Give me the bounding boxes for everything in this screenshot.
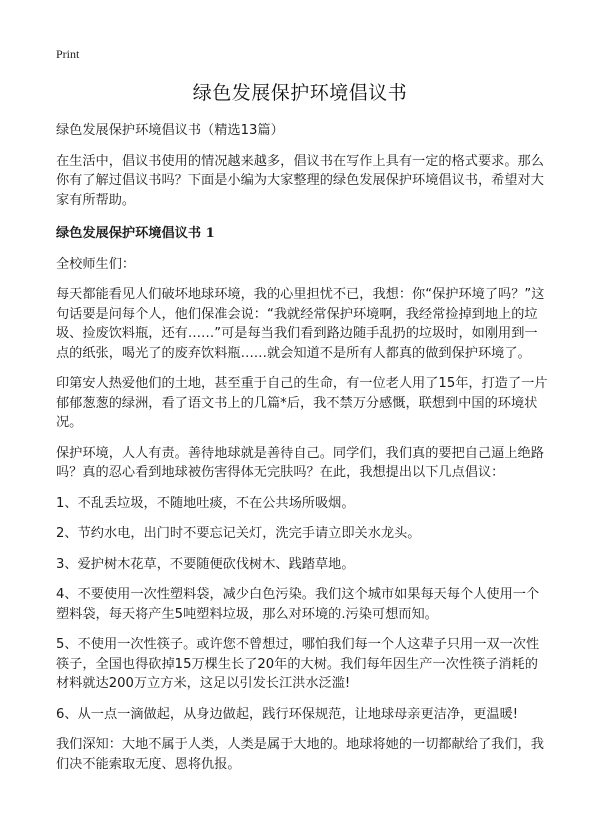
document-subtitle: 绿色发展保护环境倡议书（精选13篇） [56,123,284,138]
proposal-item: 4、不要使用一次性塑料袋，减少白色污染。我们这个城市如果每天每个人使用一个塑料袋，每天将产生5吨塑料垃圾，那么对环境的.污染可想而知。 [56,587,540,622]
body-paragraph: 印第安人热爱他们的土地，甚至重于自己的生命，有一位老人用了15年，打造了一片郁郁葱葱的绿洲，看了语文书上的几篇*后，我不禁万分感慨，联想到中国的环境状况。 [56,376,548,430]
proposal-item: 5、不使用一次性筷子。或许您不曾想过，哪怕我们每一个人这辈子只用一双一次性筷子，全国也得砍掉15万棵生长了20年的大树。我们每年因生产一次性筷子消耗的材料就达200万立方米，这足以引发长江洪水泛滥! [56,637,540,691]
section-heading: 绿色发展保护环境倡议书 1 [56,226,215,241]
salutation: 全校师生们： [56,256,136,272]
proposal-item: 6、从一点一滴做起，从身边做起，践行环保规范，让地球母亲更洁净，更温暖! [56,706,519,722]
intro-paragraph: 在生活中，倡议书使用的情况越来越多，倡议书在写作上具有一定的格式要求。那么你有了解过倡议书吗？下面是小编为大家整理的绿色发展保护环境倡议书，希望对大家有所帮助。 [56,153,544,208]
body-paragraph: 每天都能看见人们破坏地球环境，我的心里担忧不已，我想：你“保护环境了吗？”这句话要是问每个人，他们保准会说：“我就经常保护环境啊，我经常捡掉到地上的垃圾、捡废饮料瓶，还有……”可是每当我们看到路边随手乱扔的垃圾时，如刚用到一点的纸张，喝光了的废弃饮料瓶……就会知道不是所有人都真的做到保护环境了。 [56,287,545,361]
proposal-item: 1、不乱丢垃圾，不随地吐痰，不在公共场所吸烟。 [56,495,355,511]
proposal-item: 2、节约水电，出门时不要忘记关灯，洗完手请立即关水龙头。 [56,526,421,541]
print-link[interactable]: Print [56,47,80,61]
document-title: 绿色发展保护环境倡议书 [192,82,408,104]
body-paragraph: 我们深知：大地不属于人类，人类是属于大地的。地球将她的一切都献给了我们，我们决不能索取无度、恩将仇报。 [56,737,544,772]
proposal-item: 3、爱护树木花草，不要随便砍伐树木、践踏草地。 [56,556,355,572]
body-paragraph: 保护环境，人人有责。善待地球就是善待自己。同学们，我们真的要把自己逼上绝路吗？真的忍心看到地球被伤害得体无完肤吗？在此，我想提出以下几点倡议： [56,445,544,480]
document-body [56,121,548,785]
